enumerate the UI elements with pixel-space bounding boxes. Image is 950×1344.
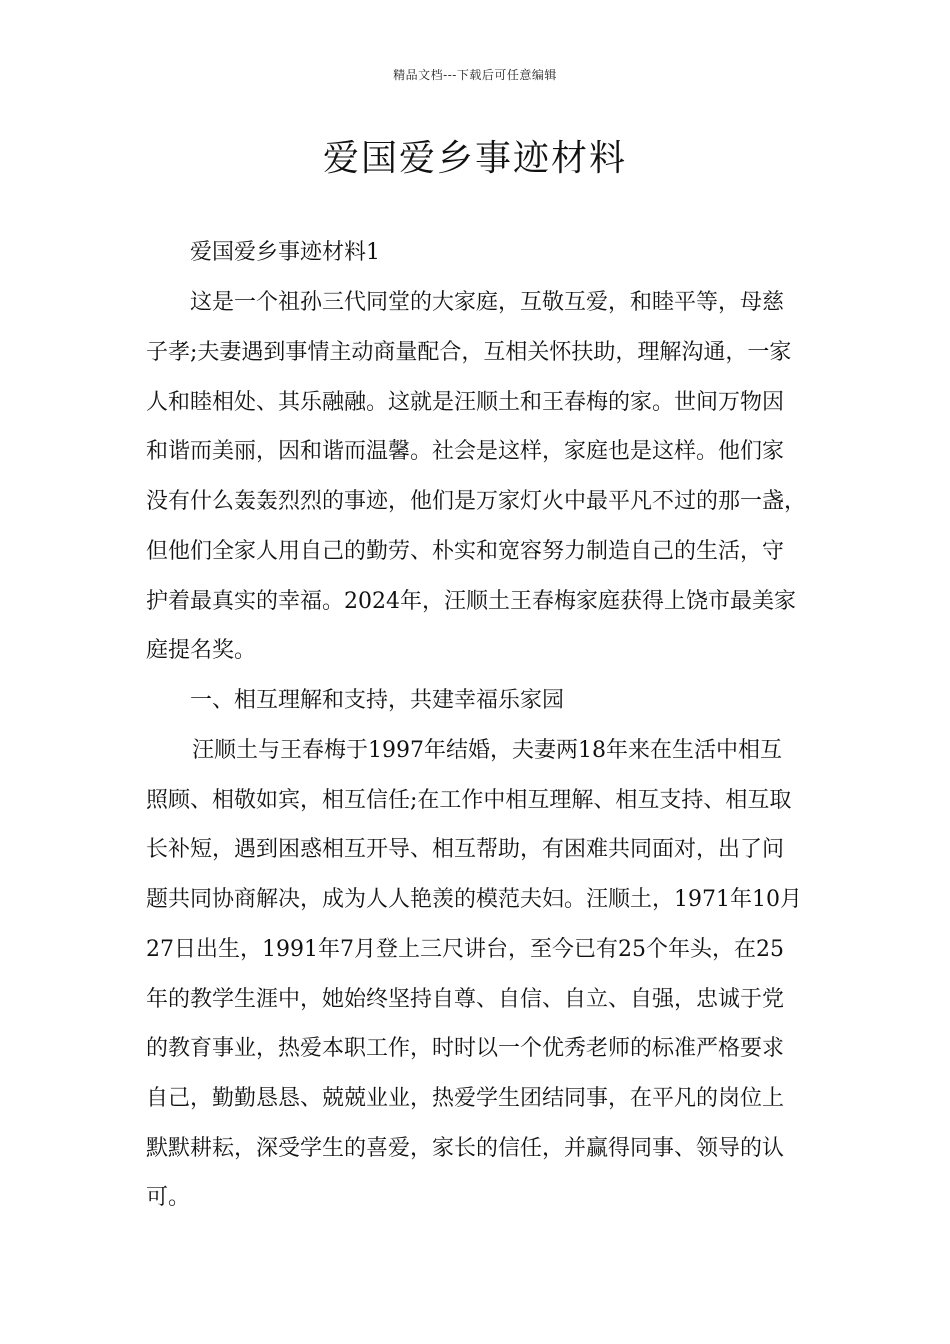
paragraph-line: 长补短，遇到困惑相互开导、相互帮助，有困难共同面对，出了问: [146, 837, 785, 862]
paragraph-line: 题共同协商解决，成为人人艳羡的模范夫妇。汪顺土，1971年10月: [146, 887, 802, 912]
section-heading: 一、相互理解和支持，共建幸福乐家园: [190, 688, 565, 713]
paragraph-line: 和谐而美丽，因和谐而温馨。社会是这样，家庭也是这样。他们家: [146, 439, 785, 464]
paragraph-line: 庭提名奖。: [146, 638, 257, 663]
paragraph-line: 照顾、相敬如宾，相互信任;在工作中相互理解、相互支持、相互取: [146, 788, 792, 813]
paragraph-line: 子孝;夫妻遇到事情主动商量配合，互相关怀扶助，理解沟通，一家: [146, 340, 792, 365]
paragraph-line: 这是一个祖孙三代同堂的大家庭，互敬互爱，和睦平等，母慈: [190, 290, 785, 315]
header-note: 精品文档---下载后可任意编辑: [393, 68, 557, 82]
paragraph-line: 可。: [146, 1185, 191, 1210]
paragraph-line: 人和睦相处、其乐融融。这就是汪顺土和王春梅的家。世间万物因: [146, 390, 785, 415]
paragraph-line: 的教育事业，热爱本职工作，时时以一个优秀老师的标准严格要求: [146, 1036, 785, 1061]
paragraph-line: 年的教学生涯中，她始终坚持自尊、自信、自立、自强，忠诚于党: [146, 987, 785, 1012]
section-heading: 爱国爱乡事迹材料1: [190, 240, 380, 265]
paragraph-line: 护着最真实的幸福。2024年，汪顺土王春梅家庭获得上饶市最美家: [146, 589, 796, 614]
paragraph-line: 自己，勤勤恳恳、兢兢业业，热爱学生团结同事，在平凡的岗位上: [146, 1086, 785, 1111]
paragraph-line: 没有什么轰轰烈烈的事迹，他们是万家灯火中最平凡不过的那一盏，: [146, 489, 807, 514]
paragraph-line: 27日出生，1991年7月登上三尺讲台，至今已有25个年头，在25: [146, 937, 784, 962]
document-title: 爱国爱乡事迹材料: [322, 138, 627, 179]
paragraph-line: 但他们全家人用自己的勤劳、朴实和宽容努力制造自己的生活，守: [146, 539, 785, 564]
paragraph-line: 汪顺土与王春梅于1997年结婚，夫妻两18年来在生活中相互: [192, 738, 782, 763]
paragraph-line: 默默耕耘，深受学生的喜爱，家长的信任，并赢得同事、领导的认: [146, 1136, 785, 1161]
